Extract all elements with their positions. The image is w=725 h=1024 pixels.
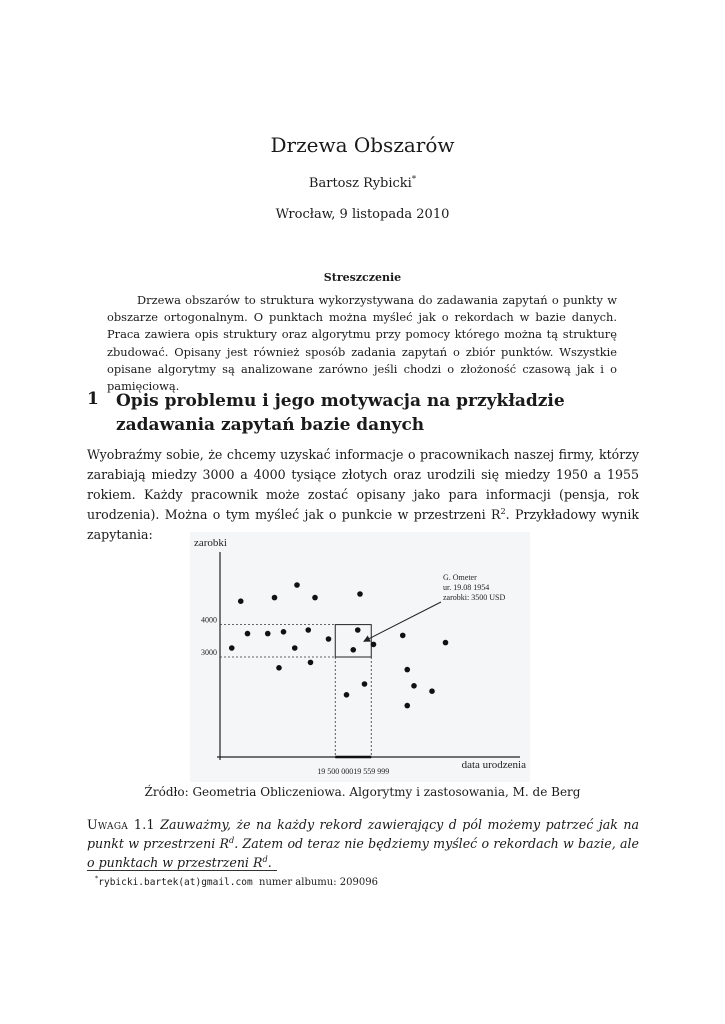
- section-title: Opis problemu i jego motywacja na przykładzie zadawania zapytań bazie danych: [116, 391, 565, 435]
- data-point: [371, 642, 377, 648]
- data-point: [357, 591, 363, 597]
- data-point: [294, 582, 300, 588]
- footnote-email: rybicki.bartek(at)gmail.com: [98, 877, 253, 888]
- data-point: [400, 633, 406, 639]
- scatter-figure: [190, 532, 530, 782]
- remark-sup-1: d: [228, 834, 235, 845]
- x-tick-label: 19 500 000: [317, 767, 354, 776]
- paragraph-text-end: . Przykładowy wynik zapytania:: [87, 507, 639, 542]
- abstract-heading: Streszczenie: [323, 271, 402, 284]
- y-axis-label: zarobki: [194, 537, 227, 549]
- data-point: [305, 627, 311, 633]
- data-point: [429, 688, 435, 694]
- abstract-text: Drzewa obszarów to struktura wykorzystywana do zadawania zapytań o punkty w obszarze ortogonalnym. O punktach można myśleć jak o rekordach w bazie danych. Praca zawiera opis struktury oraz algorytmu przy pomocy którego można tą strukturę zbudować. Opisany jest również sposób zadania zapytań o zbiór punktów. Wszystkie opisane algorytmy są analizowane zarówno jeśli chodzi o złożoność czasową jak i o pamięciową.: [107, 293, 617, 394]
- author-name: Bartosz Rybicki: [308, 176, 412, 191]
- paragraph-text-start: Wyobraźmy sobie, że chcemy uzyskać informacje o pracownikach naszej firmy, którzy zarabiają miedzy 3000 a 4000 tysiące złotych oraz urodzili się miedzy 1950 a 1955 rokiem. Każdy pracownik może zostać opisany jako para informacji (pensja, rok urodzenia). Można o tym myśleć jak o punkcie w przestrzeni R: [87, 447, 639, 522]
- paragraph-superscript: 2: [500, 505, 506, 516]
- remark-text-2: . Zatem od teraz nie będziemy myśleć o rekordach w bazie, ale o punktach w przestrzeni R: [87, 836, 639, 870]
- annotation-line: zarobki: 3500 USD: [443, 593, 506, 602]
- remark-sup-2: d: [262, 853, 268, 864]
- scatter-chart: [190, 532, 530, 782]
- section-paragraph: [87, 445, 639, 545]
- x-axis-label: data urodzenia: [461, 759, 526, 771]
- data-point: [265, 631, 271, 637]
- footnote-rule: [87, 870, 277, 871]
- remark-body: [87, 817, 639, 870]
- data-point: [350, 647, 356, 653]
- y-tick-label: 3000: [201, 648, 217, 657]
- figure-caption: Źródło: Geometria Obliczeniowa. Algorytmy i zastosowania, M. de Berg: [144, 785, 581, 799]
- data-point: [312, 595, 318, 601]
- data-point: [404, 703, 410, 709]
- y-tick-label: 4000: [201, 615, 217, 625]
- data-point: [404, 667, 410, 673]
- remark-block: [87, 815, 639, 872]
- data-point: [292, 645, 298, 651]
- author-footnote-mark: *: [411, 173, 417, 184]
- remark-text-1: Zauważmy, że na każdy rekord zawierający d pól możemy patrzeć jak na punkt w przestrzeni R: [87, 817, 639, 851]
- data-point: [326, 636, 332, 642]
- footnote: [95, 874, 378, 888]
- data-point: [245, 631, 251, 637]
- remark-text-3: .: [267, 855, 272, 870]
- data-point: [229, 645, 235, 651]
- data-point: [355, 627, 361, 633]
- annotation-line: G. Ometer: [443, 573, 477, 582]
- data-point: [344, 692, 350, 698]
- data-point: [281, 629, 287, 635]
- data-point: [411, 683, 417, 689]
- author-line: [0, 173, 725, 191]
- x-tick-label: 19 559 999: [353, 767, 390, 776]
- data-point: [238, 598, 244, 604]
- data-point: [272, 595, 278, 601]
- paper-title: Drzewa Obszarów: [270, 133, 455, 157]
- data-point: [443, 640, 449, 646]
- remark-label: Uwaga 1.1: [87, 817, 155, 832]
- data-point: [362, 681, 368, 687]
- date-line: Wrocław, 9 listopada 2010: [275, 207, 450, 222]
- annotation-line: ur. 19.08 1954: [443, 583, 490, 592]
- footnote-album: numer albumu: 209096: [259, 877, 378, 888]
- footnote-mark: *: [95, 874, 99, 883]
- section-number: 1: [87, 389, 99, 409]
- data-point: [276, 665, 282, 671]
- data-point: [308, 660, 314, 666]
